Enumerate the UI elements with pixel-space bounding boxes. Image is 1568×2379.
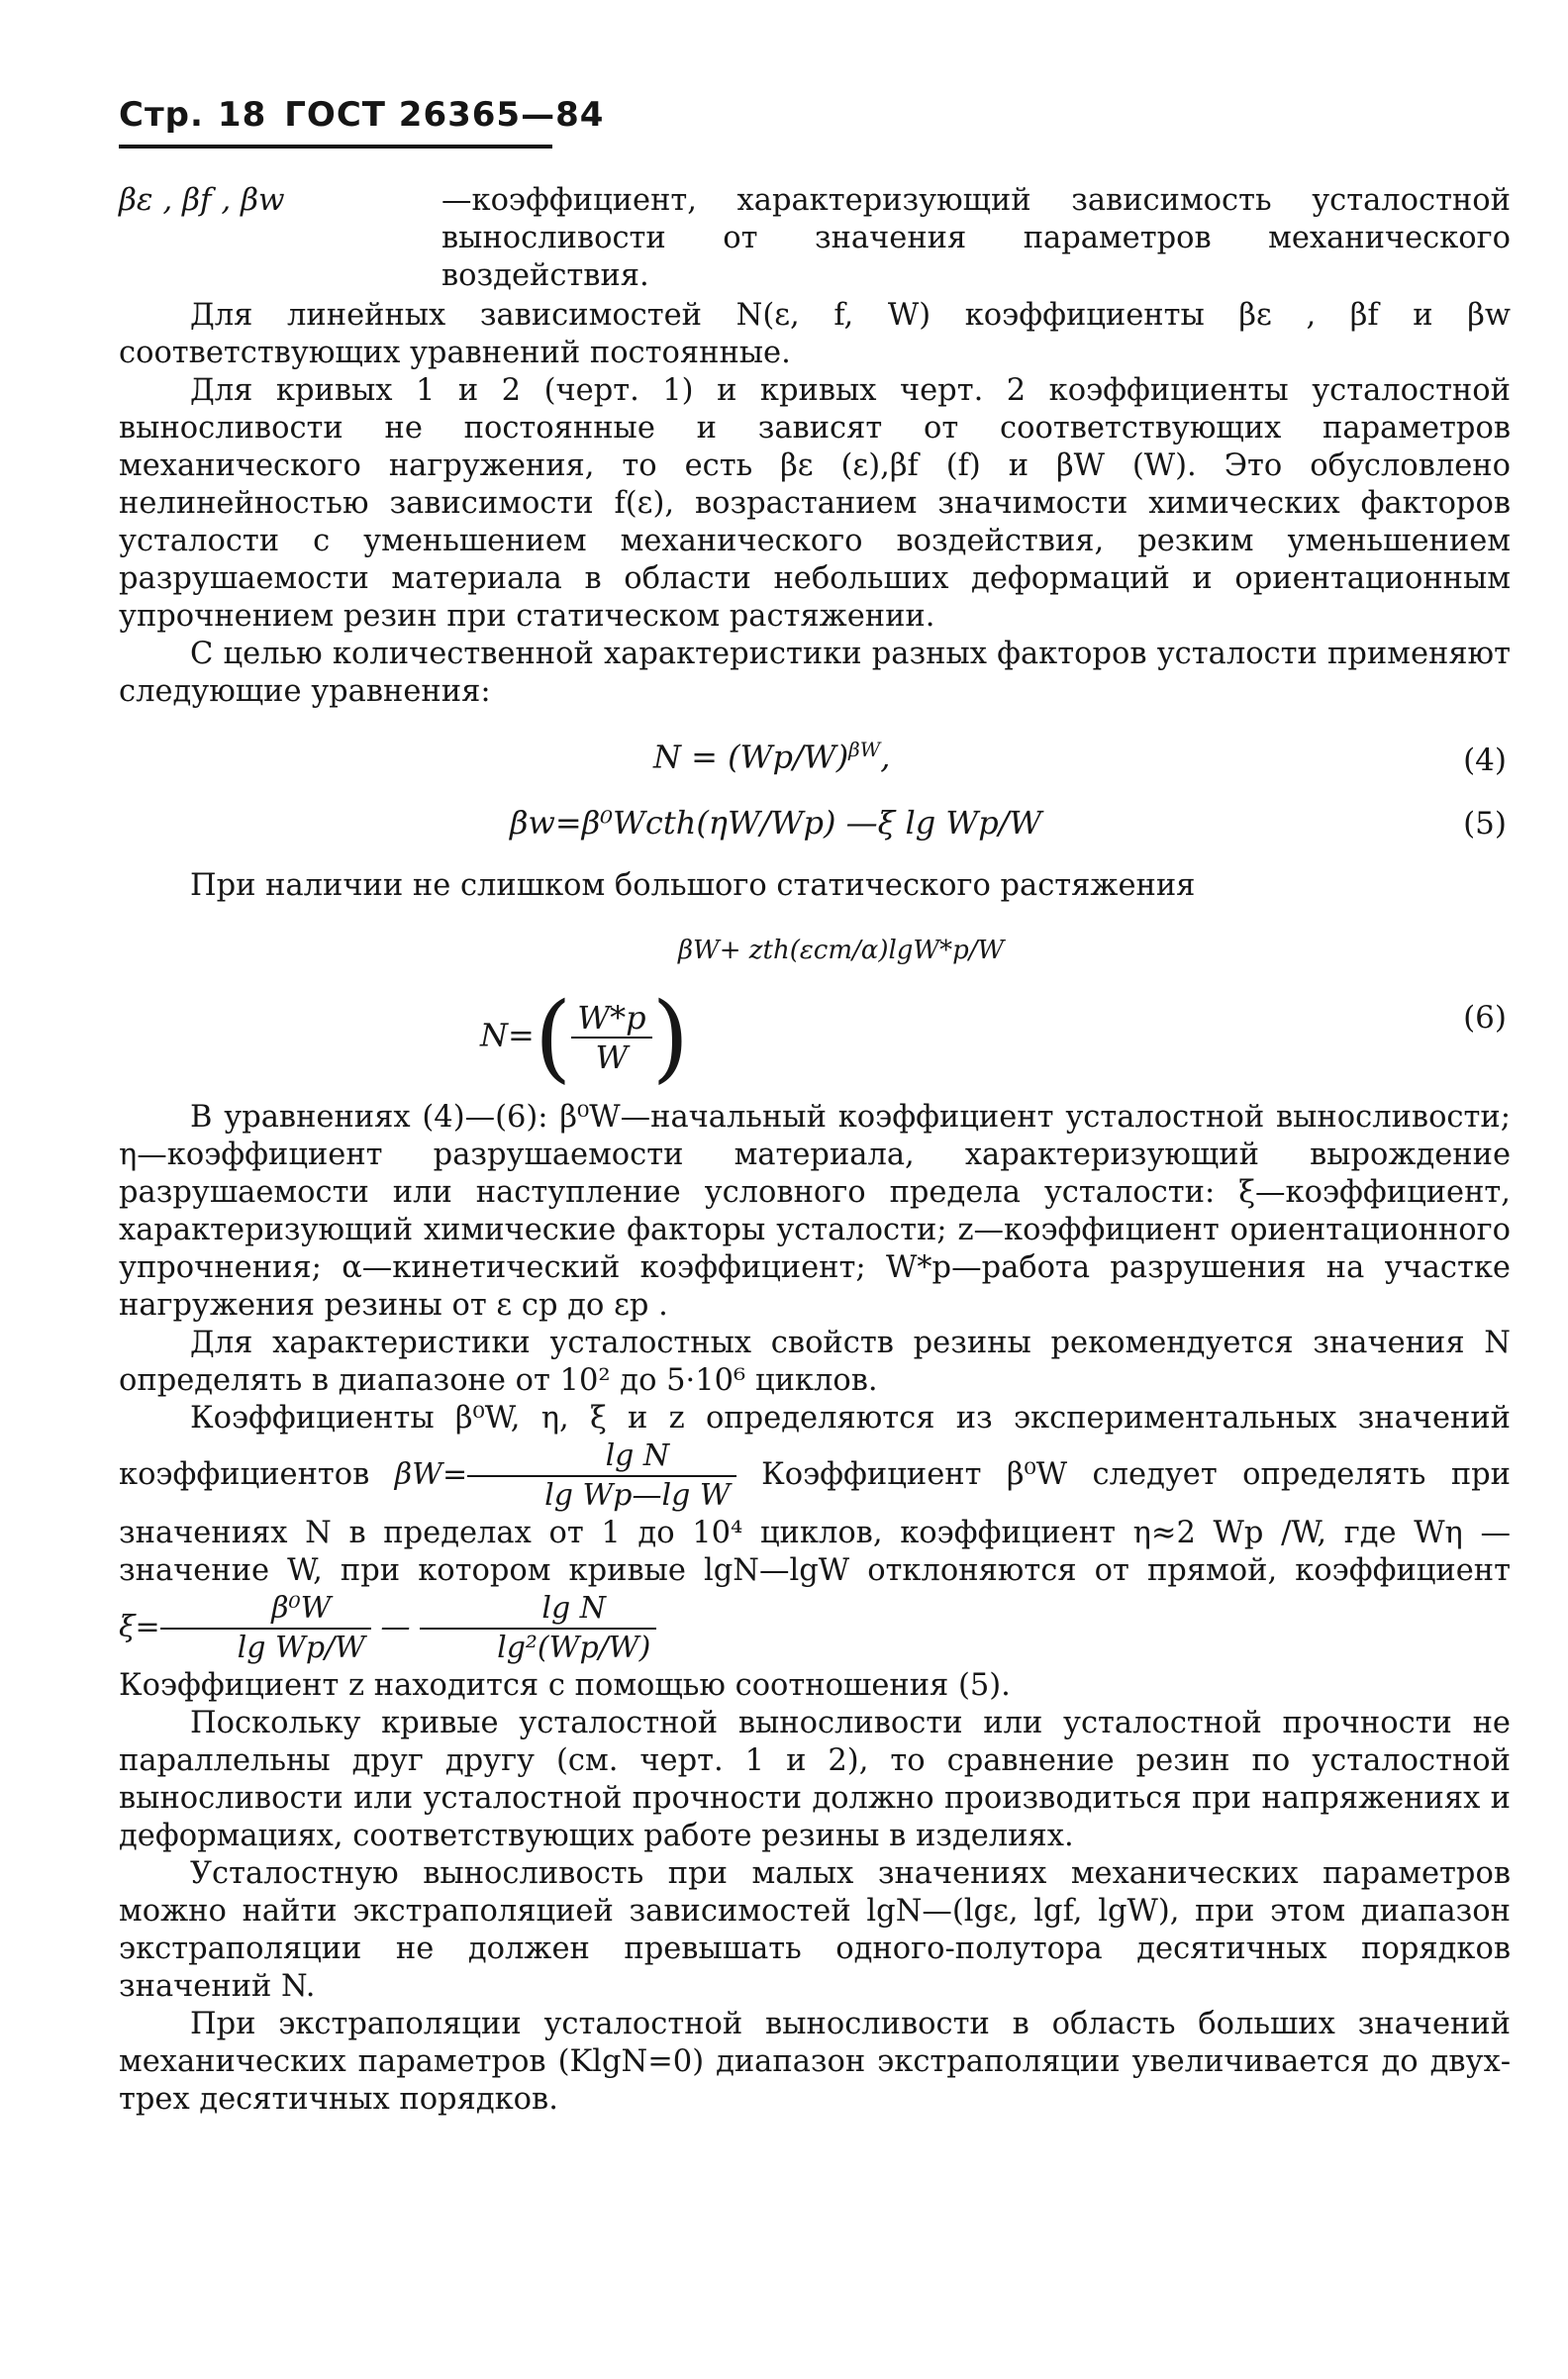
beta-w-fraction xyxy=(467,1437,736,1515)
eq6-exponent: βW+ zth(εст/α)lgW*p/W xyxy=(678,936,1005,965)
beta-w-formula xyxy=(394,1438,736,1513)
left-paren: ( xyxy=(534,982,572,1093)
equation-4: $N = (Wp/W)^{\beta W}$, xyxy=(653,738,891,776)
paragraph-extrapolation-large: При экстраполяции усталостной выносливости в область больших значений механических параметров (KlgN=0) диапазон экстраполяции увеличивается до двух-трех десятичных порядков. xyxy=(119,2007,1511,2117)
definition-text: —коэффициент, характеризующий зависимость усталостной выносливости от значения параметров механического воздействия. xyxy=(441,183,1511,293)
paragraph-linear: Для линейных зависимостей N(ε, f, W) коэффициенты βε , βf и βw соответствующих уравнений постоянные. xyxy=(119,298,1511,370)
equation-number-5: (5) xyxy=(1463,806,1507,842)
xi-minus: — xyxy=(380,1610,411,1644)
paragraph-extrapolation-small: Усталостную выносливость при малых значениях механических параметров можно найти экстраполяцией зависимостей lgN—(lgε, lgf, lgW), при этом диапазон экстраполяции не должен превышать одного-полутора десятичных порядков значений N. xyxy=(119,1856,1511,2004)
page-header xyxy=(119,95,604,135)
standard-number: ГОСТ 26365—84 xyxy=(284,95,605,135)
coefficients-text-a: Коэффициенты β⁰W, η, ξ и z определяются из экспериментальных значений коэффициентов xyxy=(119,1401,1511,1492)
page-label: Стр. xyxy=(119,95,204,135)
equation-number-6: (6) xyxy=(1463,1000,1507,1036)
beta-w-lhs: βW= xyxy=(394,1457,468,1492)
paragraph-curves: Для кривых 1 и 2 (черт. 1) и кривых черт. 2 коэффициенты усталостной выносливости не постоянные и зависят от соответствующих параметров механического нагружения, то есть βε (ε),βf (f) и βW (W). Это обусловлено нелинейностью зависимости f(ε), возрастанием значимости химических факторов усталости с уменьшением механического воздействия, резким уменьшением разрушаемости материала в области небольших деформаций и ориентационным упрочнением резин при статическом растяжении. xyxy=(119,373,1511,634)
equation-number-4: (4) xyxy=(1463,743,1507,778)
eq6-numerator: W*p xyxy=(571,999,651,1039)
right-paren: ) xyxy=(651,982,690,1093)
coefficients-text-b: Коэффициент β⁰W следует определять при значениях N в пределах от 1 до 10⁴ циклов, коэффициент η≈2 Wp /W, где Wη —значение W, при котором кривые lgN—lgW отклоняются от прямой, коэффициент xyxy=(119,1457,1511,1588)
definition-symbols: βε , βf , βw xyxy=(119,182,285,218)
xi-numerator-2: lg N xyxy=(420,1590,656,1630)
paragraph-static-stretch: При наличии не слишком большого статического растяжения xyxy=(190,868,1196,903)
xi-denominator-1: lg Wp/W xyxy=(237,1631,365,1665)
eq6-fraction xyxy=(571,999,651,1076)
xi-denominator-2: lg²(Wp/W) xyxy=(497,1631,651,1665)
paragraph-coefficients xyxy=(119,1400,1511,1667)
eq4-exponent: βW xyxy=(848,738,881,761)
header-rule xyxy=(119,145,552,149)
xi-numerator-1: β⁰W xyxy=(160,1590,371,1630)
eq4-lhs: N = xyxy=(653,738,718,776)
xi-formula xyxy=(119,1591,656,1665)
xi-fraction-2 xyxy=(420,1590,656,1667)
beta-w-denominator: lg Wp—lg W xyxy=(544,1478,731,1513)
eq4-body: (Wp/W) xyxy=(728,738,849,776)
text-block-2 xyxy=(119,867,1511,905)
eq6-lhs: N= xyxy=(480,1016,535,1054)
beta-w-numerator: lg N xyxy=(467,1437,736,1477)
text-block-3 xyxy=(119,1099,1511,2119)
text-block-1 xyxy=(119,297,1511,711)
paragraph-range: Для характеристики усталостных свойств резины рекомендуется значения N определять в диапазоне от 10² до 5·10⁶ циклов. xyxy=(119,1326,1511,1398)
equation-5: βw=β⁰Wcth(ηW/Wp) —ξ lg Wp/W xyxy=(510,804,1042,842)
paragraph-definitions: В уравнениях (4)—(6): β⁰W—начальный коэффициент усталостной выносливости; η—коэффициент разрушаемости материала, характеризующий вырождение разрушаемости или наступление условного предела усталости: ξ—коэффициент, характеризующий химические факторы усталости; z—коэффициент ориентационного упрочнения; α—кинетический коэффициент; W*p—работа разрушения на участке нагружения резины от ε ср до εp . xyxy=(119,1100,1511,1323)
paragraph-equations-intro: С целью количественной характеристики разных факторов усталости применяют следующие уравнения: xyxy=(119,637,1511,709)
page-number: 18 xyxy=(217,95,267,135)
eq6-denominator: W xyxy=(595,1039,629,1076)
paragraph-comparison: Поскольку кривые усталостной выносливости или усталостной прочности не параллельны друг другу (см. черт. 1 и 2), то сравнение резин по усталостной выносливости или усталостной прочности должно производиться при напряжениях и деформациях, соответствующих работе резины в изделиях. xyxy=(119,1706,1511,1853)
paragraph-z: Коэффициент z находится с помощью соотношения (5). xyxy=(119,1668,1011,1703)
xi-fraction-1 xyxy=(160,1590,371,1667)
xi-lhs: ξ= xyxy=(119,1610,160,1644)
